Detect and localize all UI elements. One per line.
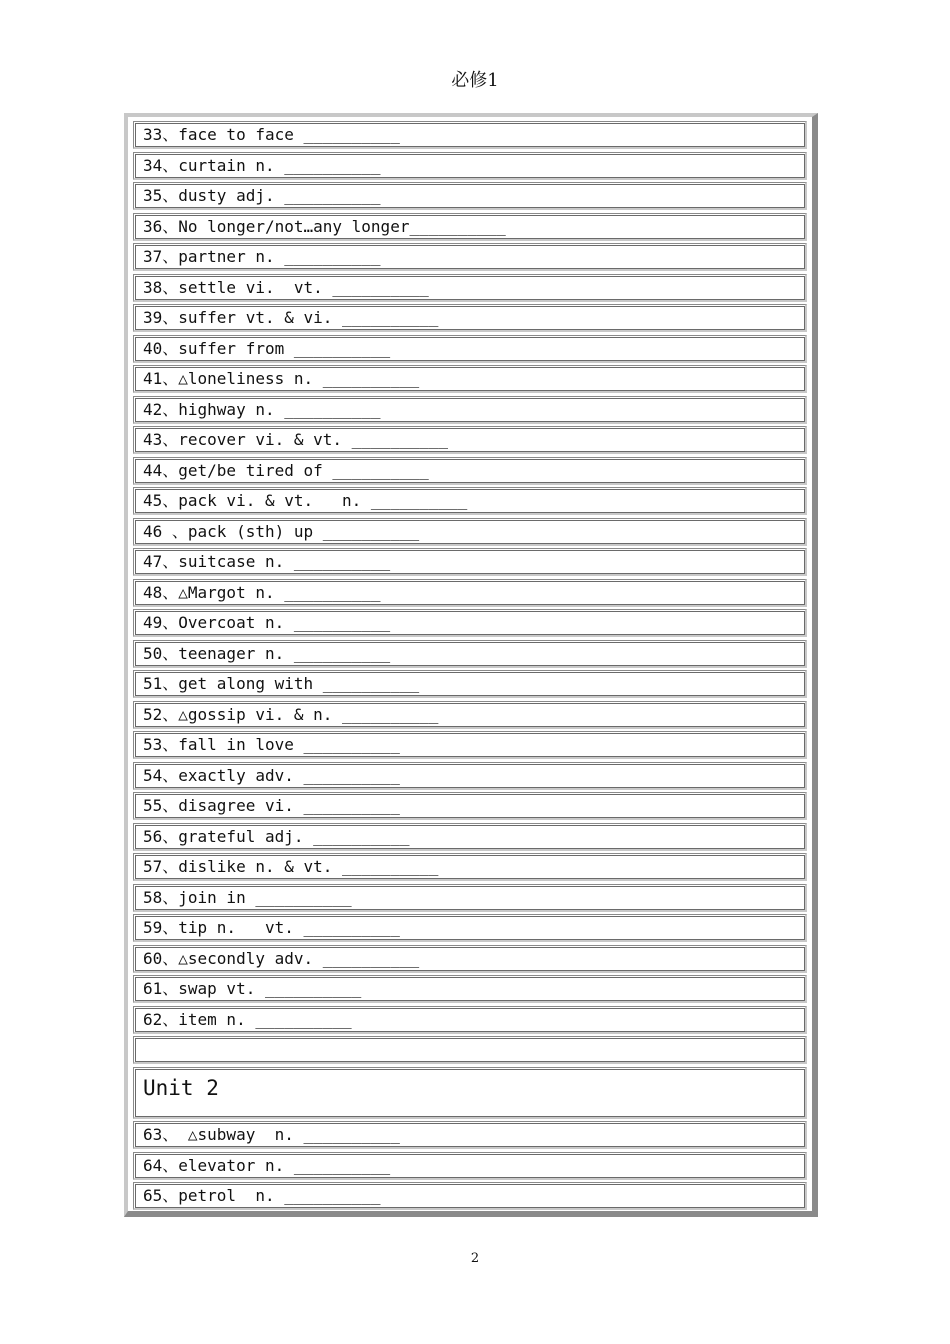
vocab-row-49: 49、Overcoat n. __________ <box>133 609 807 637</box>
vocab-row-37: 37、partner n. __________ <box>133 243 807 271</box>
vocab-row-38: 38、settle vi. vt. __________ <box>133 274 807 302</box>
page-number: 2 <box>470 1251 480 1266</box>
vocab-row-64: 64、elevator n. __________ <box>133 1152 807 1180</box>
page-header-title: 必修1 <box>451 70 499 91</box>
vocab-row-53: 53、fall in love __________ <box>133 731 807 759</box>
vocab-row-43: 43、recover vi. & vt. __________ <box>133 426 807 454</box>
vocabulary-rows <box>133 121 807 1213</box>
vocab-row-58: 58、join in __________ <box>133 884 807 912</box>
vocab-row-63: 63、 △subway n. __________ <box>133 1121 807 1149</box>
vocab-row-36: 36、No longer/not…any longer__________ <box>133 213 807 241</box>
empty-row <box>133 1036 807 1064</box>
vocab-row-48: 48、△Margot n. __________ <box>133 579 807 607</box>
vocab-row-60: 60、△secondly adv. __________ <box>133 945 807 973</box>
vocab-row-57: 57、dislike n. & vt. __________ <box>133 853 807 881</box>
vocab-row-55: 55、disagree vi. __________ <box>133 792 807 820</box>
vocab-row-47: 47、suitcase n. __________ <box>133 548 807 576</box>
vocab-row-46: 46 、pack (sth) up __________ <box>133 518 807 546</box>
vocab-row-54: 54、exactly adv. __________ <box>133 762 807 790</box>
vocab-row-45: 45、pack vi. & vt. n. __________ <box>133 487 807 515</box>
vocab-row-39: 39、suffer vt. & vi. __________ <box>133 304 807 332</box>
vocab-row-34: 34、curtain n. __________ <box>133 152 807 180</box>
vocab-row-61: 61、swap vt. __________ <box>133 975 807 1003</box>
vocab-row-59: 59、tip n. vt. __________ <box>133 914 807 942</box>
vocab-row-41: 41、△loneliness n. __________ <box>133 365 807 393</box>
unit-heading: Unit 2 <box>133 1067 807 1119</box>
vocab-row-44: 44、get/be tired of __________ <box>133 457 807 485</box>
vocab-row-65: 65、petrol n. __________ <box>133 1182 807 1210</box>
vocab-row-40: 40、suffer from __________ <box>133 335 807 363</box>
vocabulary-table <box>124 113 818 1217</box>
vocab-row-50: 50、teenager n. __________ <box>133 640 807 668</box>
vocab-row-42: 42、highway n. __________ <box>133 396 807 424</box>
vocab-row-33: 33、face to face __________ <box>133 121 807 149</box>
vocab-row-52: 52、△gossip vi. & n. __________ <box>133 701 807 729</box>
vocab-row-62: 62、item n. __________ <box>133 1006 807 1034</box>
vocab-row-35: 35、dusty adj. __________ <box>133 182 807 210</box>
vocab-row-51: 51、get along with __________ <box>133 670 807 698</box>
vocab-row-56: 56、grateful adj. __________ <box>133 823 807 851</box>
